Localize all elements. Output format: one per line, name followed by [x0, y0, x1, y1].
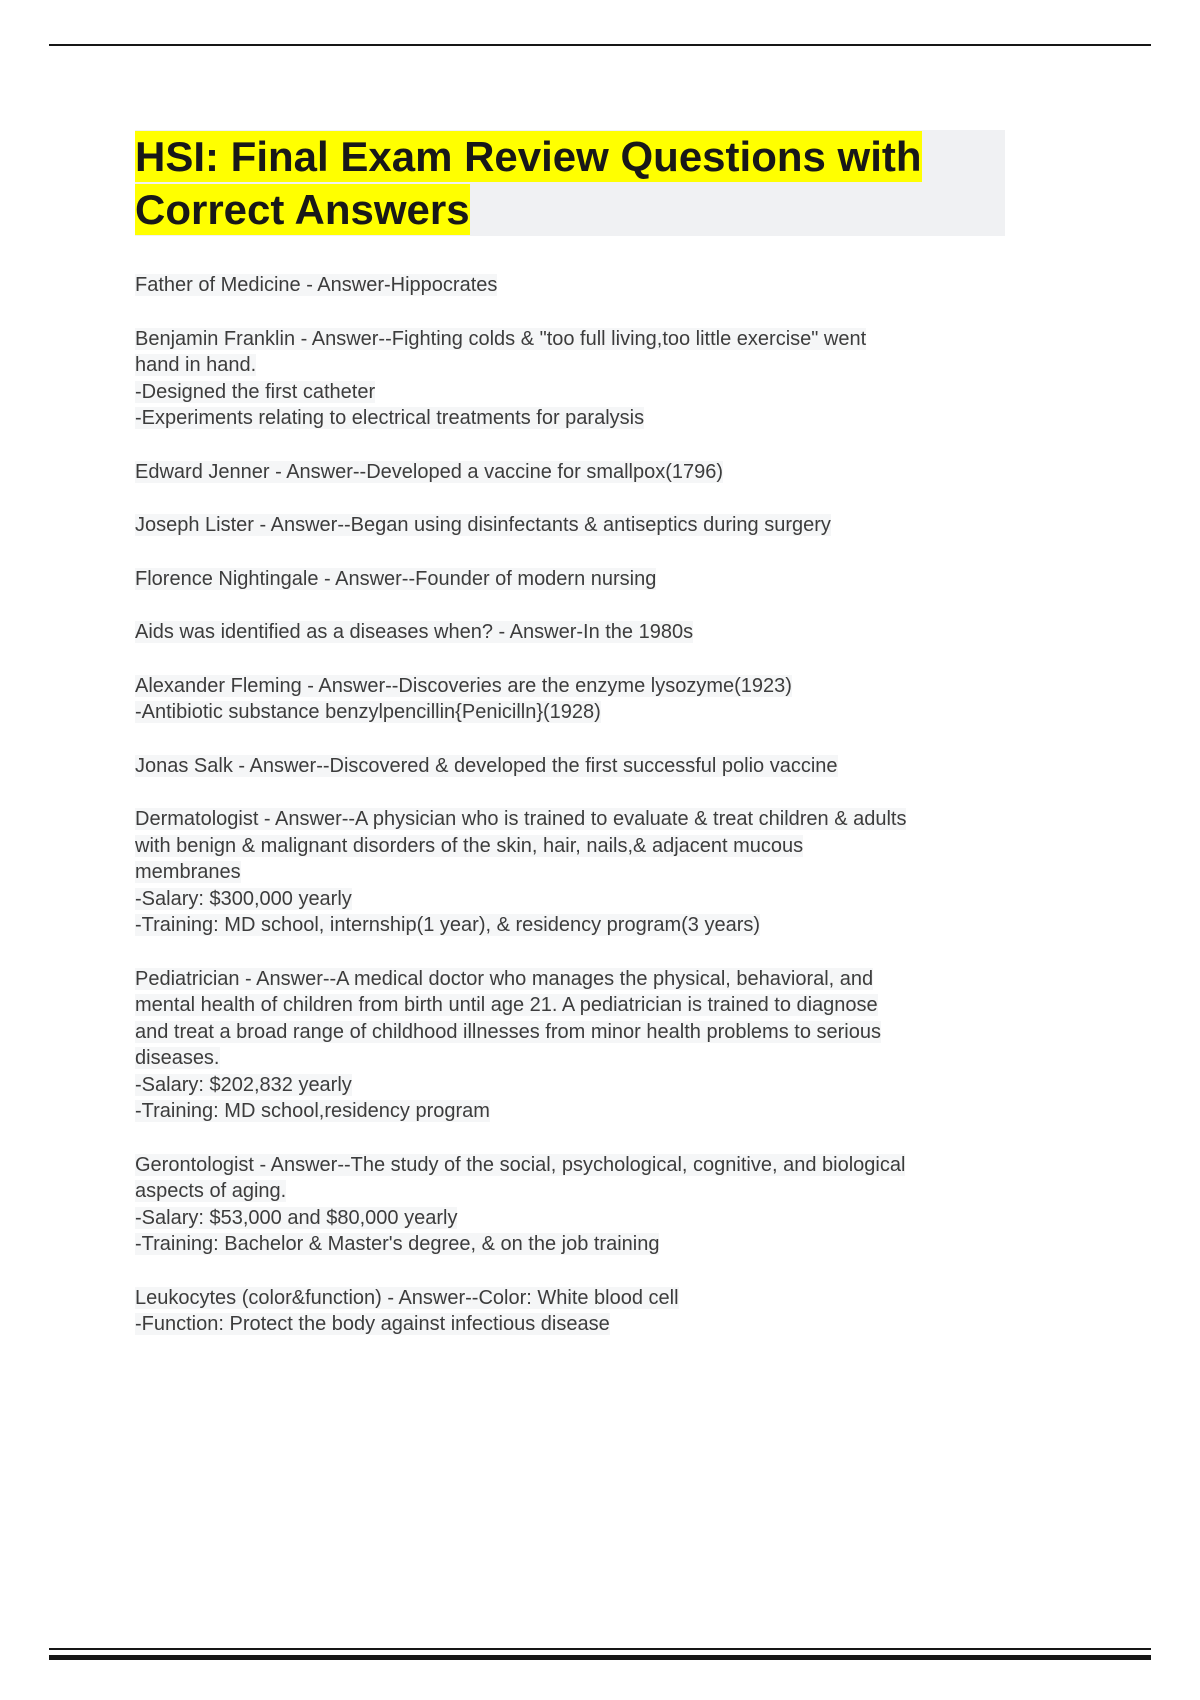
qa-line — [135, 699, 1005, 726]
page-title — [135, 130, 1005, 236]
qa-line — [135, 272, 1005, 299]
qa-item — [135, 673, 1005, 726]
qa-line-text: Pediatrician - Answer--A medical doctor who manages the physical, behavioral, and — [135, 967, 874, 990]
qa-line — [135, 1285, 1005, 1312]
qa-line — [135, 806, 1005, 833]
qa-item — [135, 272, 1005, 299]
qa-line-text: Dermatologist - Answer--A physician who is trained to evaluate & treat children & adults — [135, 808, 907, 830]
qa-line-text: Aids was identified as a diseases when? - Answer-In the 1980s — [135, 621, 694, 643]
qa-list — [135, 272, 1005, 1338]
qa-line — [135, 833, 1005, 860]
qa-line-text: with benign & malignant disorders of the skin, hair, nails,& adjacent mucous — [135, 834, 804, 857]
qa-line-text: -Experiments relating to electrical treatments for paralysis — [135, 407, 645, 429]
qa-line — [135, 1311, 1005, 1338]
qa-line — [135, 566, 1005, 593]
document-content — [135, 130, 1005, 1365]
qa-line-text: -Salary: $300,000 yearly — [135, 887, 352, 910]
qa-line — [135, 1178, 1005, 1205]
qa-item — [135, 566, 1005, 593]
qa-line — [135, 1205, 1005, 1232]
qa-line-text: -Salary: $53,000 and $80,000 yearly — [135, 1206, 458, 1229]
qa-item — [135, 966, 1005, 1125]
qa-line — [135, 859, 1005, 886]
qa-line — [135, 1019, 1005, 1046]
page-bottom-rule-thick — [49, 1655, 1151, 1660]
qa-line-text: -Salary: $202,832 yearly — [135, 1073, 352, 1096]
qa-line-text: mental health of children from birth until age 21. A pediatrician is trained to diagnose — [135, 994, 878, 1016]
qa-line-text: Jonas Salk - Answer--Discovered & developed the first successful polio vaccine — [135, 754, 838, 777]
qa-line-text: -Training: MD school, internship(1 year), & residency program(3 years) — [135, 914, 761, 936]
qa-line-text: Joseph Lister - Answer--Began using disinfectants & antiseptics during surgery — [135, 514, 831, 536]
qa-line-text: Father of Medicine - Answer-Hippocrates — [135, 274, 498, 296]
qa-item — [135, 459, 1005, 486]
qa-line — [135, 753, 1005, 780]
qa-line — [135, 912, 1005, 939]
qa-line — [135, 1098, 1005, 1125]
qa-line — [135, 619, 1005, 646]
qa-line-text: -Training: MD school,residency program — [135, 1100, 490, 1122]
qa-line-text: -Training: Bachelor & Master's degree, & on the job training — [135, 1233, 660, 1255]
qa-line-text: hand in hand. — [135, 354, 257, 376]
page-title-highlight: HSI: Final Exam Review Questions with Correct Answers — [135, 133, 922, 233]
qa-line — [135, 1045, 1005, 1072]
qa-line — [135, 405, 1005, 432]
qa-line-text: diseases. — [135, 1047, 220, 1069]
qa-line — [135, 1231, 1005, 1258]
qa-item — [135, 512, 1005, 539]
qa-line-text: Gerontologist - Answer--The study of the social, psychological, cognitive, and biological — [135, 1153, 906, 1176]
qa-line-text: membranes — [135, 861, 241, 883]
qa-line-text: aspects of aging. — [135, 1180, 287, 1202]
qa-line — [135, 992, 1005, 1019]
page-bottom-rule-thin — [49, 1648, 1151, 1650]
qa-line-text: Leukocytes (color&function) - Answer--Color: White blood cell — [135, 1286, 679, 1309]
qa-line — [135, 673, 1005, 700]
qa-line-text: Benjamin Franklin - Answer--Fighting colds & "too full living,too little exercise" went — [135, 327, 867, 350]
qa-line — [135, 512, 1005, 539]
qa-line-text: -Function: Protect the body against infectious disease — [135, 1313, 610, 1335]
qa-line — [135, 1152, 1005, 1179]
qa-line-text: Edward Jenner - Answer--Developed a vaccine for smallpox(1796) — [135, 460, 724, 483]
qa-item — [135, 1152, 1005, 1258]
qa-line — [135, 459, 1005, 486]
qa-line — [135, 352, 1005, 379]
qa-line-text: Alexander Fleming - Answer--Discoveries are the enzyme lysozyme(1923) — [135, 674, 792, 697]
qa-item — [135, 326, 1005, 432]
qa-item — [135, 806, 1005, 939]
qa-line — [135, 326, 1005, 353]
qa-line-text: -Designed the first catheter — [135, 380, 376, 403]
qa-item — [135, 753, 1005, 780]
qa-line — [135, 379, 1005, 406]
title-block — [135, 130, 1005, 236]
qa-line — [135, 966, 1005, 993]
qa-line — [135, 886, 1005, 913]
qa-line-text: and treat a broad range of childhood illnesses from minor health problems to serious — [135, 1020, 881, 1043]
qa-item — [135, 1285, 1005, 1338]
qa-line-text: Florence Nightingale - Answer--Founder of modern nursing — [135, 567, 657, 590]
page-top-rule — [49, 44, 1151, 46]
qa-line-text: -Antibiotic substance benzylpencillin{Penicilln}(1928) — [135, 701, 601, 723]
qa-item — [135, 619, 1005, 646]
qa-line — [135, 1072, 1005, 1099]
